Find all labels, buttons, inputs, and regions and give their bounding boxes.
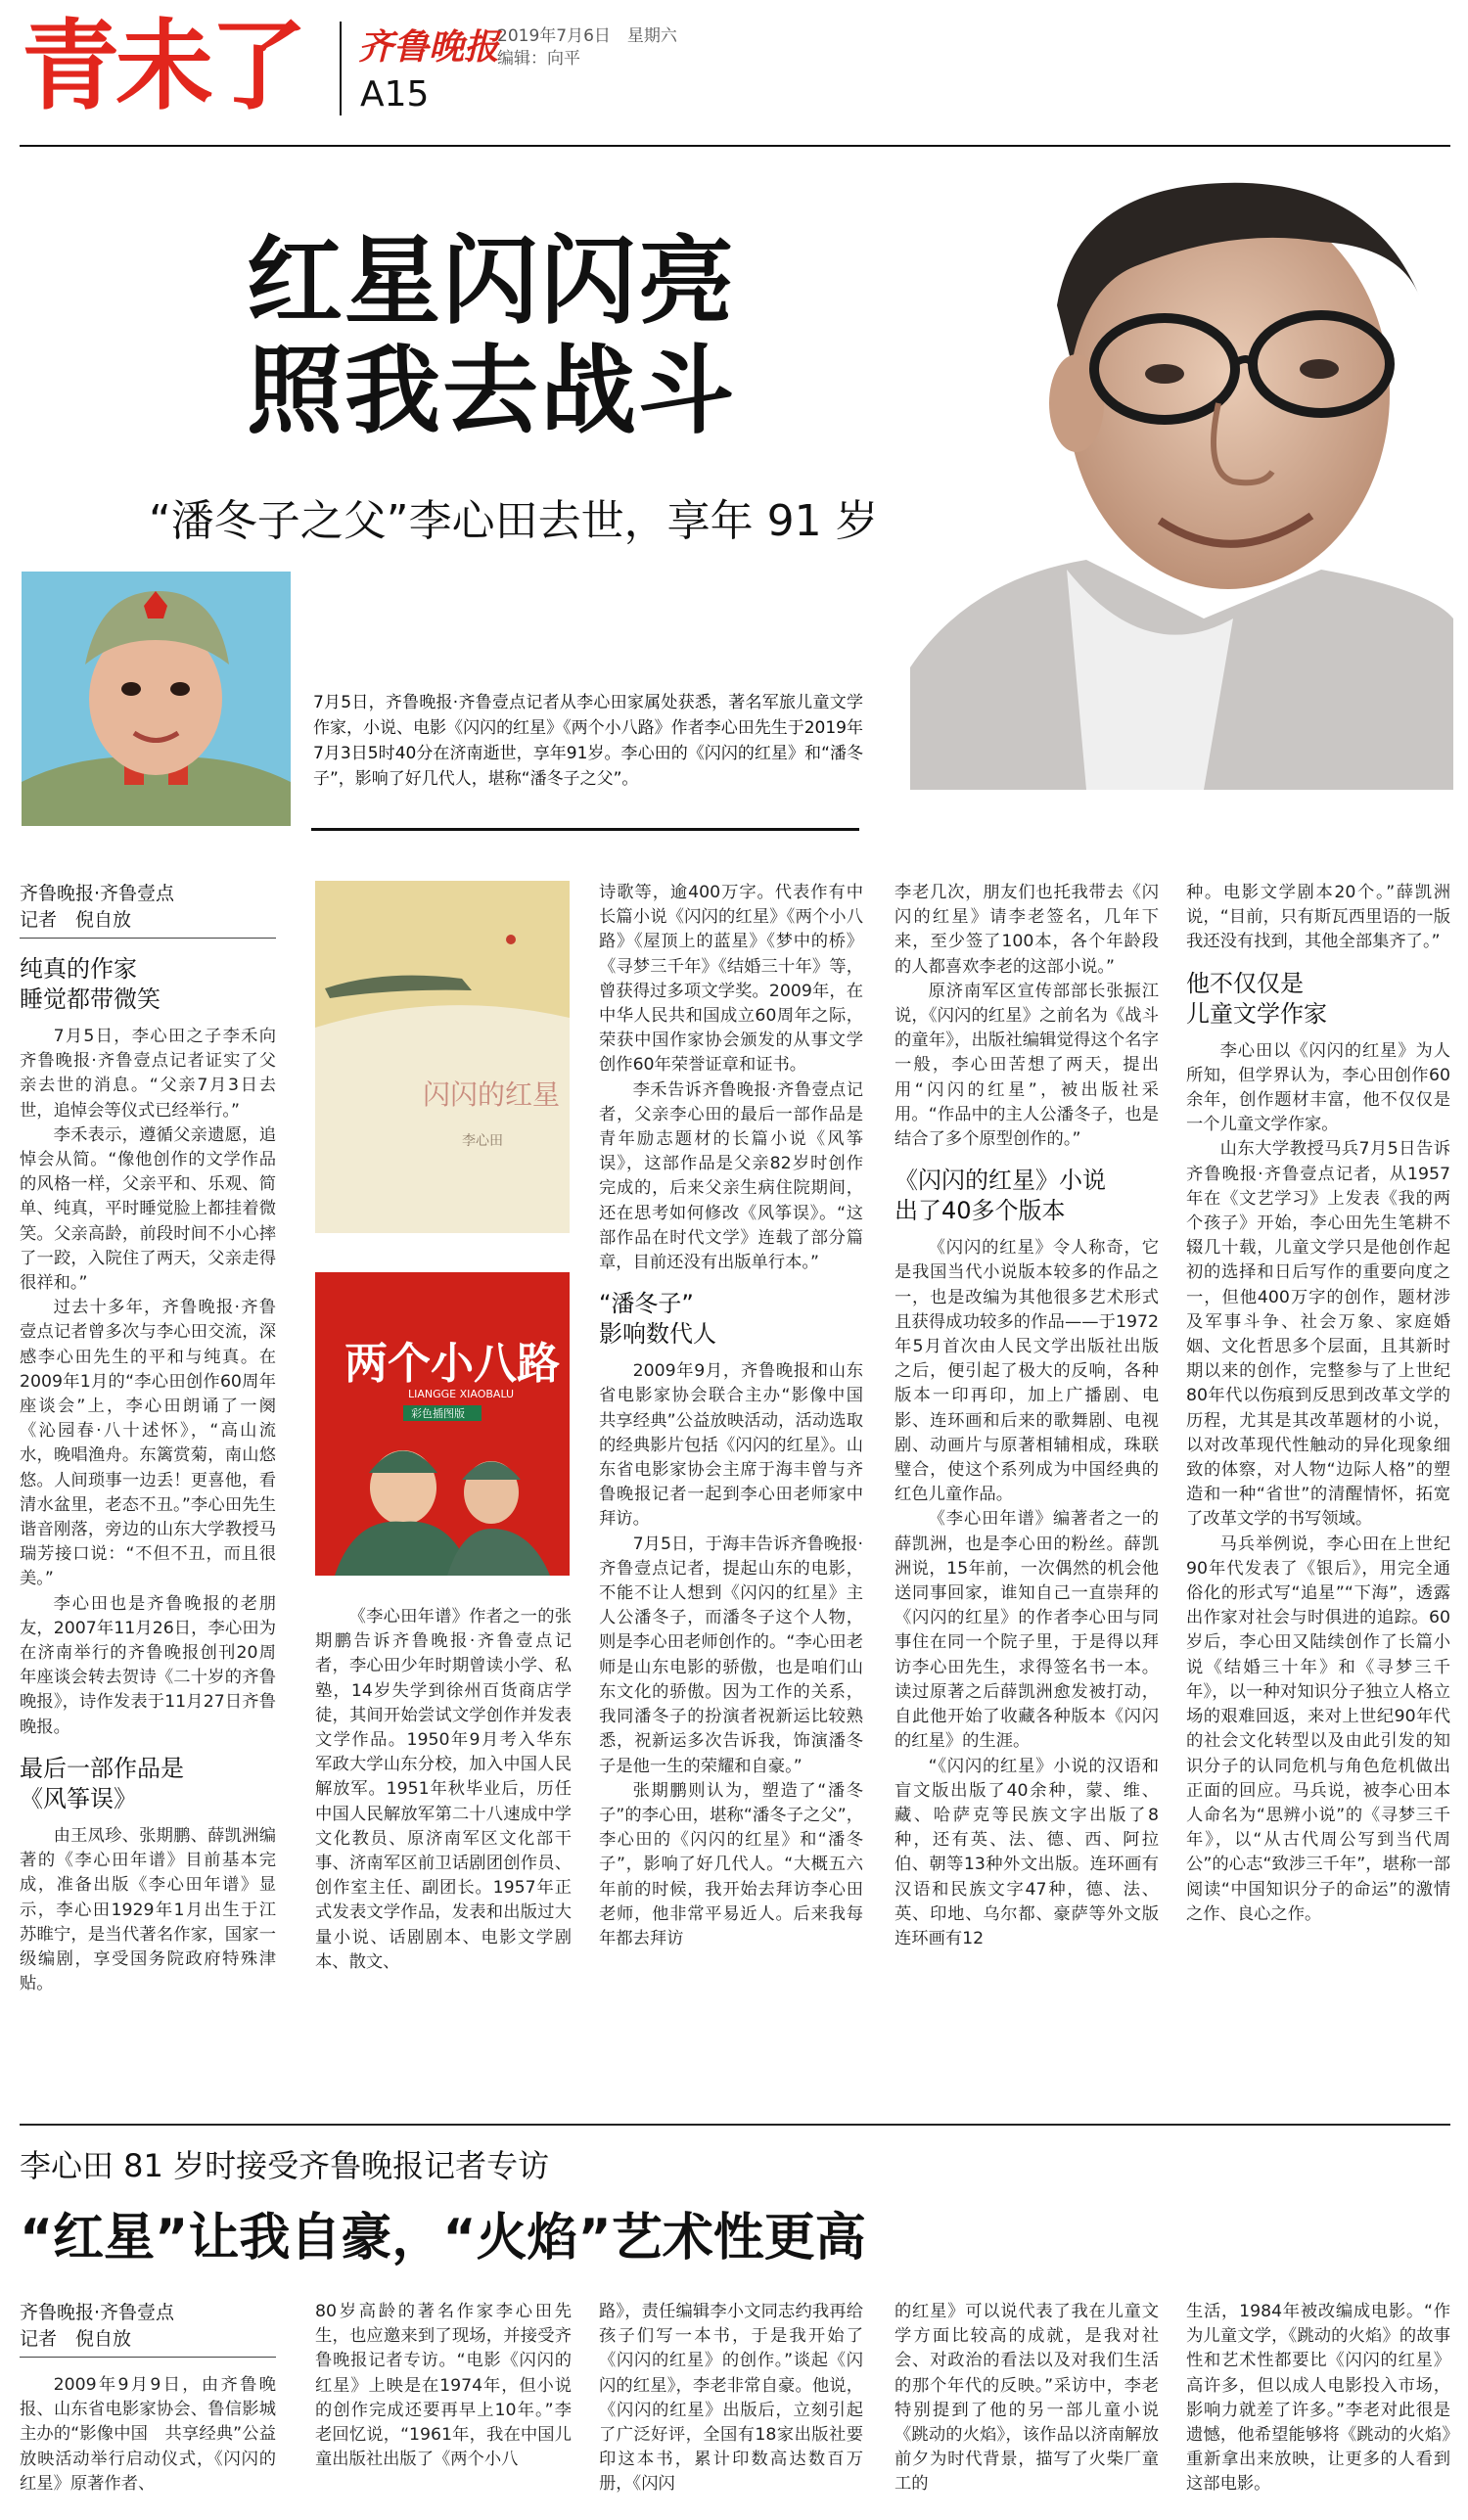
paragraph: 7月5日，李心田之子李禾向齐鲁晚报·齐鲁壹点记者证实了父亲去世的消息。“父亲7月3日去世，追悼会等仪式已经举行。” [20, 1027, 276, 1121]
paragraph: 由王凤珍、张期鹏、薛凯洲编著的《李心田年谱》目前基本完成，准备出版《李心田年谱》显示，李心田1929年1月出生于江苏睢宁，是当代著名作家，国家一级编剧，享受国务院政府特殊津贴。 [20, 1825, 276, 1994]
portrait-illustration [910, 159, 1453, 790]
lead-paragraph: 7月5日，齐鲁晚报·齐鲁壹点记者从李心田家属处获悉，著名军旅儿童文学作家，小说、电影《闪闪的红星》《两个小八路》作者李心田先生于2019年7月3日5时40分在济南逝世，享年91岁。李心田的《闪闪的红星》和“潘冬子”，影响了好几代人，堪称“潘冬子之父”。 [313, 693, 863, 789]
masthead-title: 青未了 [22, 9, 303, 123]
boy-photo [22, 572, 291, 826]
page-number: A15 [360, 74, 430, 115]
paragraph: 《李心田年谱》编著者之一的薛凯洲，也是李心田的粉丝。薛凯洲说，15年前，一次偶然的机会他送同事回家，谁知自己一直崇拜的《闪闪的红星》的作者李心田与同事住在同一个院子里，于是得以拜访李心田先生，求得签名书一本。读过原著之后薛凯洲愈发被打动，自此他开始了收藏各种版本《闪闪的红星》的生涯。 [895, 1509, 1159, 1752]
article2-title: “红星”让我自豪，“火焰”艺术性更高 [20, 2209, 866, 2268]
article-column-4 [895, 881, 1159, 1951]
boy-illustration [22, 572, 291, 826]
article2-column-3 [599, 2300, 863, 2497]
book2-pinyin: LIANGGE XIAOBALU [408, 1388, 515, 1400]
book1-title: 闪闪的红星 [423, 1078, 561, 1111]
book-cover-illustration [315, 1272, 570, 1576]
paragraph: 2009年9月，齐鲁晚报和山东省电影家协会联合主办“影像中国 共享经典”公益放映活动，活动选取的经典影片包括《闪闪的红星》。山东省电影家协会主席于海丰曾与齐鲁晚报记者一起到李心田老师家中拜访。 [599, 1361, 881, 1530]
article2-column-2 [315, 2300, 572, 2472]
headline-line-2: 照我去战斗 [247, 336, 737, 447]
headline-line-1: 红星闪闪亮 [247, 226, 737, 338]
article2-column-1 [20, 2300, 276, 2497]
paragraph: 80岁高龄的著名作家李心田先生，也应邀来到了现场，并接受齐鲁晚报记者专访。“电影《闪闪的红星》上映是在1974年，但小说的创作完成还要再早上10年。”李老回忆说，“1961年，我在中国儿童出版社出版了《两个小八 [315, 2302, 572, 2470]
paragraph: 2009年9月9日，由齐鲁晚报、山东省电影家协会、鲁信影城主办的“影像中国 共享经典”公益放映活动举行启动仪式，《闪闪的红星》原著作者、 [20, 2375, 276, 2494]
article-column-1 [20, 881, 276, 1996]
paragraph: “《闪闪的红星》小说的汉语和盲文版出版了40余种，蒙、维、藏、哈萨克等民族文字出版了8种，还有英、法、德、西、阿拉伯、朝等13种外文出版。连环画有汉语和民族文字47种，德、法、英、印地、乌尔都、豪萨等外文版连环画有12 [895, 1756, 1159, 1948]
section-separator [20, 2124, 1450, 2126]
paragraph: 李心田以《闪闪的红星》为人所知，但学界认为，李心田创作60余年，创作题材丰富，他不仅仅是一个儿童文学作家。 [1186, 1040, 1450, 1135]
paragraph: 山东大学教授马兵7月5日告诉齐鲁晚报·齐鲁壹点记者，从1957年在《文艺学习》上发表《我的两个孩子》开始，李心田先生笔耕不辍几十载，儿童文学只是他创作起初的选择和日后写作的重要向度之一，但他400万字的创作，题材涉及军事斗争、社会万象、家庭婚姻、文化哲思多个层面，且其新时期以来的创作，完整参与了上世纪80年代以伤痕到反思到改革文学的历程，尤其是其改革题材的小说，以对改革现代性触动的异化现象细致的体察，对人物“边际人格”的塑造和一种“省世”的清醒情怀，拓宽了改革文学的书写领域。 [1186, 1139, 1450, 1530]
book2-series: 彩色插图版 [411, 1407, 465, 1420]
paragraph: 7月5日，于海丰告诉齐鲁晚报·齐鲁壹点记者，提起山东的电影，不能不让人想到《闪闪的红星》主人公潘冬子，而潘冬子这个人物，则是李心田老师创作的。“李心田老师是山东电影的骄傲，也是咱们山东文化的骄傲。因为工作的关系，我同潘冬子的扮演者祝新运比较熟悉，祝新运多次告诉我，饰演潘冬子是他一生的荣耀和自豪。” [599, 1534, 863, 1776]
byline-reporter: 记者 倪自放 [20, 2328, 132, 2350]
article-column-3 [599, 881, 881, 1951]
header-divider [340, 22, 342, 115]
paragraph: 李禾告诉齐鲁晚报·齐鲁壹点记者，父亲李心田的最后一部作品是青年励志题材的长篇小说《风筝误》，这部作品是父亲82岁时创作完成的，后来父亲生病住院期间，还在思考如何修改《风筝误》。“这部作品在时代文学》连载了部分篇章，目前还没有出版单行本。” [599, 1079, 863, 1273]
book-cover-shanshan-hongxing [315, 881, 570, 1233]
paragraph: 路》，责任编辑李小文同志约我再给孩子们写一本书，于是我开始了《闪闪的红星》的创作。”谈起《闪闪的红星》，李老非常自豪。他说，《闪闪的红星》出版后，立刻引起了广泛好评，全国有18家出版社要印这本书，累计印数高达数百万册，《闪闪 [599, 2302, 863, 2495]
paragraph: 原济南军区宣传部部长张振江说，《闪闪的红星》之前名为《战斗的童年》，出版社编辑觉得这个名字一般，李心田苦想了两天，提出用“闪闪的红星”，被出版社采用。“作品中的主人公潘冬子，也是结合了多个原型创作的。” [895, 981, 1159, 1150]
section-heading: “潘冬子” 影响数代人 [599, 1290, 716, 1349]
byline-rule [20, 938, 276, 939]
article-column-5 [1186, 881, 1450, 1927]
section-heading: 《闪闪的红星》小说 出了40多个版本 [895, 1167, 1106, 1225]
article2-column-4 [895, 2300, 1159, 2497]
paragraph: 诗歌等，逾400万字。代表作有中长篇小说《闪闪的红星》《两个小八路》《屋顶上的蓝星》《梦中的桥》《寻梦三千年》《结婚三十年》等，曾获得过多项文学奖。2009年，在中华人民共和国成立60周年之际，荣获中国作家协会颁发的从事文学创作60年荣誉证章和证书。 [599, 883, 863, 1076]
paragraph: 《李心田年谱》作者之一的张期鹏告诉齐鲁晚报·齐鲁壹点记者，李心田少年时期曾读小学、私塾，14岁失学到徐州百货商店学徒，其间开始尝试文学创作并发表文学作品。1950年9月考入华东军政大学山东分校，加入中国人民解放军。1951年秋毕业后，历任中国人民解放军第二十八速成中学文化教员、原济南军区文化部干事、济南军区前卫话剧团创作员、创作室主任、副团长。1957年正式发表文学作品，发表和出版过大量小说、话剧剧本、电影文学剧本、散文、 [315, 1607, 572, 1972]
lead-rule [311, 828, 859, 831]
byline-reporter: 记者 倪自放 [20, 909, 132, 931]
header-rule [20, 145, 1450, 147]
issue-date: 2019年7月6日 星期六 [497, 26, 677, 46]
section-heading: 他不仅仅是 儿童文学作家 [1186, 969, 1327, 1028]
main-headline [247, 227, 883, 446]
paragraph: 种。电影文学剧本20个。”薛凯洲说，“目前，只有斯瓦西里语的一版我还没有找到，其他全部集齐了。” [1186, 883, 1450, 952]
newspaper-logo: 齐鲁晚报 [358, 26, 500, 68]
book-cover-liangge-xiaobalu [315, 1272, 570, 1576]
article-column-2 [315, 1605, 572, 1975]
section-heading: 纯真的作家 睡觉都带微笑 [20, 955, 161, 1013]
byline-org: 齐鲁晚报·齐鲁壹点 [20, 883, 175, 904]
article2-kicker: 李心田 81 岁时接受齐鲁晚报记者专访 [20, 2147, 550, 2184]
paragraph: 的红星》可以说代表了我在儿童文学方面比较高的成就，是我对社会、对政治的看法以及对我们生活的那个年代的反映。”采访中，李老特别提到了他的另一部儿童小说《跳动的火焰》，该作品以济南解放前夕为时代背景，描写了火柴厂童工的 [895, 2302, 1159, 2495]
byline-org: 齐鲁晚报·齐鲁壹点 [20, 2302, 175, 2323]
section-heading: 最后一部作品是 《风筝误》 [20, 1754, 184, 1812]
paragraph: 张期鹏则认为，塑造了“潘冬子”的李心田，堪称“潘冬子之父”，李心田的《闪闪的红星》和“潘冬子”，影响了好几代人。“大概五六年前的时候，我开始去拜访李心田老师，他非常平易近人。后来我每年都去拜访 [599, 1780, 863, 1948]
paragraph: 生活，1984年被改编成电影。“作为儿童文学，《跳动的火焰》的故事性和艺术性都要比《闪闪的红星》高许多，但以成人电影投入市场，影响力就差了许多。”李老对此很是遗憾，他希望能够将《跳动的火焰》重新拿出来放映，让更多的人看到这部电影。 [1186, 2302, 1450, 2495]
byline-rule [20, 2357, 276, 2358]
masthead [22, 9, 335, 123]
headline-subtitle: “潘冬子之父”李心田去世，享年 91 岁 [149, 496, 879, 546]
page-editor: 编辑：向平 [497, 49, 580, 69]
portrait-photo [910, 159, 1453, 790]
paragraph: 李老几次，朋友们也托我带去《闪闪的红星》请李老签名，几年下来，至少签了100本，各个年龄段的人都喜欢李老的这部小说。” [895, 883, 1159, 977]
book-cover-illustration [315, 881, 570, 1233]
book2-title: 两个小八路 [344, 1339, 560, 1389]
book1-author: 李心田 [462, 1133, 503, 1149]
paragraph: 《闪闪的红星》令人称奇，它是我国当代小说版本较多的作品之一，也是改编为其他很多艺术形式且获得成功较多的作品——于1972年5月首次由人民文学出版社出版之后，便引起了极大的反响，各种版本一印再印，加上广播剧、电影、连环画和后来的歌舞剧、电视剧、动画片与原著相辅相成，珠联璧合，使这个系列成为中国经典的红色儿童作品。 [895, 1238, 1159, 1505]
paragraph: 过去十多年，齐鲁晚报·齐鲁壹点记者曾多次与李心田交流，深感李心田先生的平和与纯真。在2009年1月的“李心田创作60周年座谈会”上，李心田朗诵了一阕《沁园春·八十述怀》，“高山流水，晚唱渔舟。东篱赏菊，南山悠悠。人间琐事一边丢！更喜他，看清水盆里，老态不丑。”李心田先生谐音刚落，旁边的山东大学教授马瑞芳接口说：“不但不丑，而且很美。” [20, 1298, 276, 1589]
article2-column-5 [1186, 2300, 1450, 2497]
paragraph: 马兵举例说，李心田在上世纪90年代发表了《银后》，用完全通俗化的形式写“追星”“下海”，透露出作家对社会与时俱进的追踪。60岁后，李心田又陆续创作了长篇小说《结婚三十年》和《寻梦三千年》，以一种对知识分子独立人格立场的艰难回返，来对上世纪90年代的社会文化转型以及由此引发的知识分子的认同危机与角色危机做出正面的回应。马兵说，被李心田本人命名为“思辨小说”的《寻梦三千年》，以“从古代周公写到当代周公”的心志“致涉三千年”，堪称一部阅读“中国知识分子的命运”的激情之作、良心之作。 [1186, 1534, 1450, 1924]
paragraph: 李禾表示，遵循父亲遗愿，追悼会从简。“像他创作的文学作品的风格一样，父亲平和、乐观、简单、纯真，平时睡觉脸上都挂着微笑。父亲高龄，前段时间不小心摔了一跤，入院住了两天，父亲走得很祥和。” [20, 1124, 276, 1294]
paragraph: 李心田也是齐鲁晚报的老朋友，2007年11月26日，李心田为在济南举行的齐鲁晚报创刊20周年座谈会转去贺诗《二十岁的齐鲁晚报》，诗作发表于11月27日齐鲁晚报。 [20, 1593, 276, 1737]
